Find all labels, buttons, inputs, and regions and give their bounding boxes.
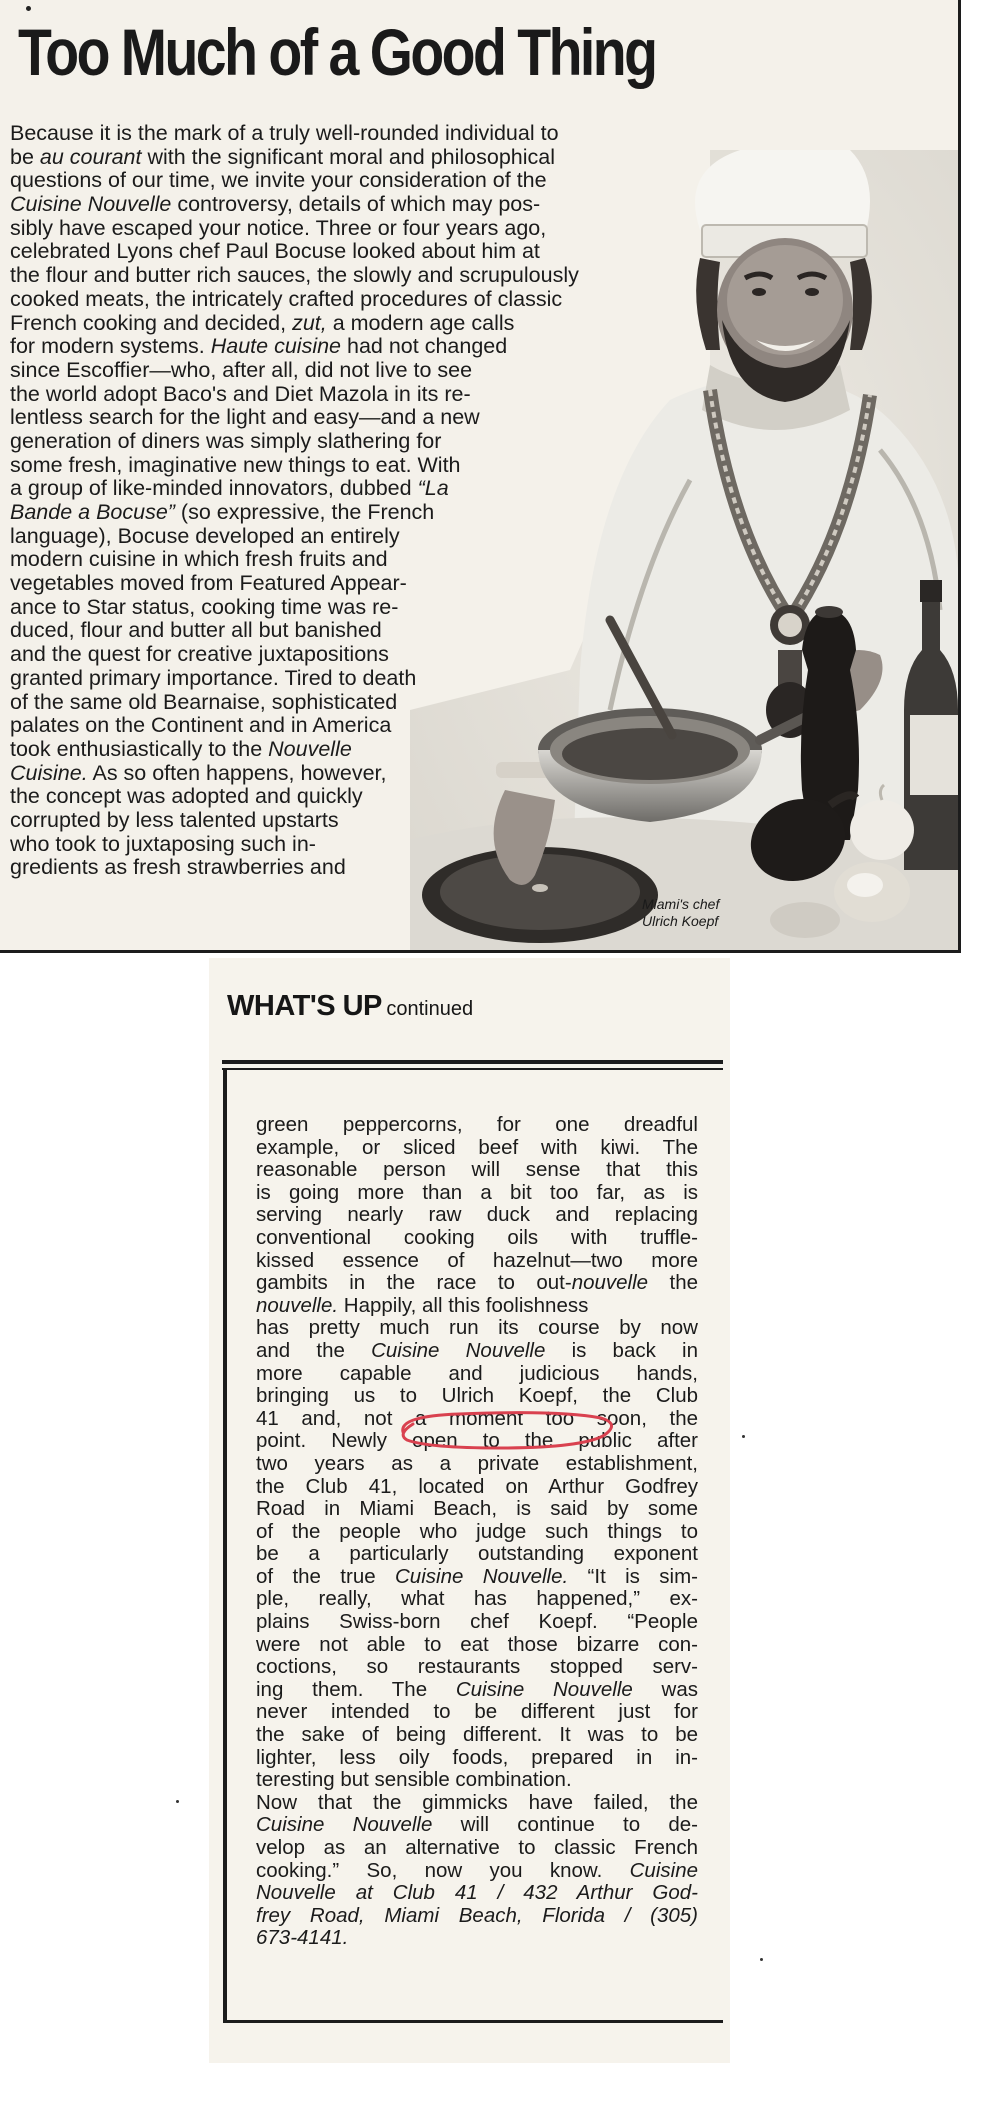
text-line: lentless search for the light and easy—and a new [10,405,480,430]
text-line: velop as an alternative to classic French [256,1836,698,1859]
text-line: of the true Cuisine Nouvelle. “It is sim- [256,1564,698,1588]
text-line: Cuisine Nouvelle will continue to de- [256,1813,698,1837]
text-line: Now that the gimmicks have failed, the [256,1790,698,1814]
text-line: some fresh, imaginative new things to eat. With [10,452,461,477]
text-line: more capable and judicious hands, [256,1361,698,1385]
text-line: who took to juxtaposing such in- [10,831,316,856]
text-line: modern cuisine in which fresh fruits and [10,547,388,572]
text-line: conventional cooking oils with truffle- [256,1225,698,1249]
text-line: Road in Miami Beach, is said by some [256,1497,698,1521]
text-line: the concept was adopted and quickly [10,784,363,809]
text-line: gambits in the race to out-nouvelle the [256,1271,698,1295]
text-line: green peppercorns, for one dreadful [256,1113,698,1136]
continued-article-body [256,1114,698,1950]
section-header-title: WHAT'S UP [227,990,382,1022]
text-line: 41 and, not a moment too soon, the [256,1406,698,1430]
paper-speck [760,1958,763,1961]
text-line: two years as a private establishment, [256,1451,698,1475]
column-rule-left [223,1068,227,2023]
text-line: gredients as fresh strawberries and [10,855,346,880]
text-line: Because it is the mark of a truly well-rounded individual to [10,121,559,145]
photo-caption-line: Miami's chef [642,896,720,912]
text-line: bringing us to Ulrich Koepf, the Club [256,1384,698,1408]
text-line: teresting but sensible combination. [256,1768,572,1792]
text-line: generation of diners was simply slathering for [10,428,442,453]
photo-caption [642,896,782,930]
text-line: duced, flour and butter all but banished [10,618,382,643]
text-line: ance to Star status, cooking time was re- [10,594,399,619]
header-rule-thick [222,1060,723,1064]
section-header-continued: continued [386,998,474,1020]
text-line: lighter, less oily foods, prepared in in- [256,1745,698,1769]
text-line: is going more than a bit too far, as is [256,1180,698,1204]
top-clipping [0,0,961,953]
text-line: the Club 41, located on Arthur Godfrey [256,1474,698,1498]
article-title: Too Much of a Good Thing [18,15,656,89]
text-line: coctions, so restaurants stopped serv- [256,1655,698,1679]
text-line: has pretty much run its course by now [256,1316,698,1340]
text-line: French cooking and decided, zut, a modern age calls [10,310,515,335]
text-line: ing them. The Cuisine Nouvelle was [256,1677,698,1701]
text-line: plains Swiss-born chef Koepf. “People [256,1610,698,1634]
text-line: corrupted by less talented upstarts [10,807,339,832]
text-line: the world adopt Baco's and Diet Mazola in its re- [10,381,471,406]
text-line: Cuisine. As so often happens, however, [10,760,387,785]
text-line: the sake of being different. It was to be [256,1723,698,1747]
text-line: a group of like-minded innovators, dubbed “La [10,476,449,501]
continued-clipping [209,958,730,2063]
text-line: 673-4141. [256,1926,349,1950]
text-line: Bande a Bocuse” (so expressive, the French [10,500,435,524]
text-line: be a particularly outstanding exponent [256,1542,698,1566]
paper-speck [176,1800,179,1803]
photo-caption-line: Ulrich Koepf [642,913,719,929]
text-line: serving nearly raw duck and replacing [256,1203,698,1227]
text-line: example, or sliced beef with kiwi. The [256,1135,698,1159]
text-line: and the quest for creative juxtapositions [10,642,389,667]
text-line: were not able to eat those bizarre con- [256,1632,698,1656]
text-line: took enthusiastically to the Nouvelle [10,736,352,761]
text-line: and the Cuisine Nouvelle is back in [256,1338,698,1362]
text-line: since Escoffier—who, after all, did not live to see [10,357,473,382]
text-line: the flour and butter rich sauces, the slowly and scrupulously [10,263,579,288]
text-line: of the same old Bearnaise, sophisticated [10,689,398,714]
handwritten-circle-mark [389,1410,619,1450]
text-line: for modern systems. Haute cuisine had not changed [10,334,508,359]
paper-speck [742,1435,745,1438]
text-line: kissed essence of hazelnut—two more [256,1248,698,1272]
text-line: sibly have escaped your notice. Three or four years ago, [10,215,547,240]
text-line: cooking.” So, now you know. Cuisine [256,1858,698,1882]
text-line: language), Bocuse developed an entirely [10,523,400,548]
text-line: nouvelle. Happily, all this foolishness [256,1293,589,1317]
paper-speck [26,6,31,11]
text-line: Cuisine Nouvelle controversy, details of which may pos- [10,192,541,217]
text-line: vegetables moved from Featured Appear- [10,571,407,596]
text-line: reasonable person will sense that this [256,1158,698,1182]
text-line: never intended to be different just for [256,1700,698,1724]
column-rule-bottom [223,2020,723,2023]
text-line: celebrated Lyons chef Paul Bocuse looked about him at [10,239,540,264]
text-line: be au courant with the significant moral and philosophical [10,144,556,169]
text-line: point. Newly open to the public after [256,1429,698,1453]
text-line: frey Road, Miami Beach, Florida / (305) [256,1903,698,1927]
text-line: palates on the Continent and in America [10,713,392,738]
header-rule-thin [222,1068,723,1070]
text-line: granted primary importance. Tired to death [10,665,417,690]
text-line: questions of our time, we invite your consideration of the [10,168,547,193]
article-body [10,122,700,880]
text-line: cooked meats, the intricately crafted procedures of classic [10,286,563,311]
text-line: ple, really, what has happened,” ex- [256,1587,698,1611]
text-line: Nouvelle at Club 41 / 432 Arthur God- [256,1881,698,1905]
text-line: of the people who judge such things to [256,1519,698,1543]
section-header [227,990,473,1023]
